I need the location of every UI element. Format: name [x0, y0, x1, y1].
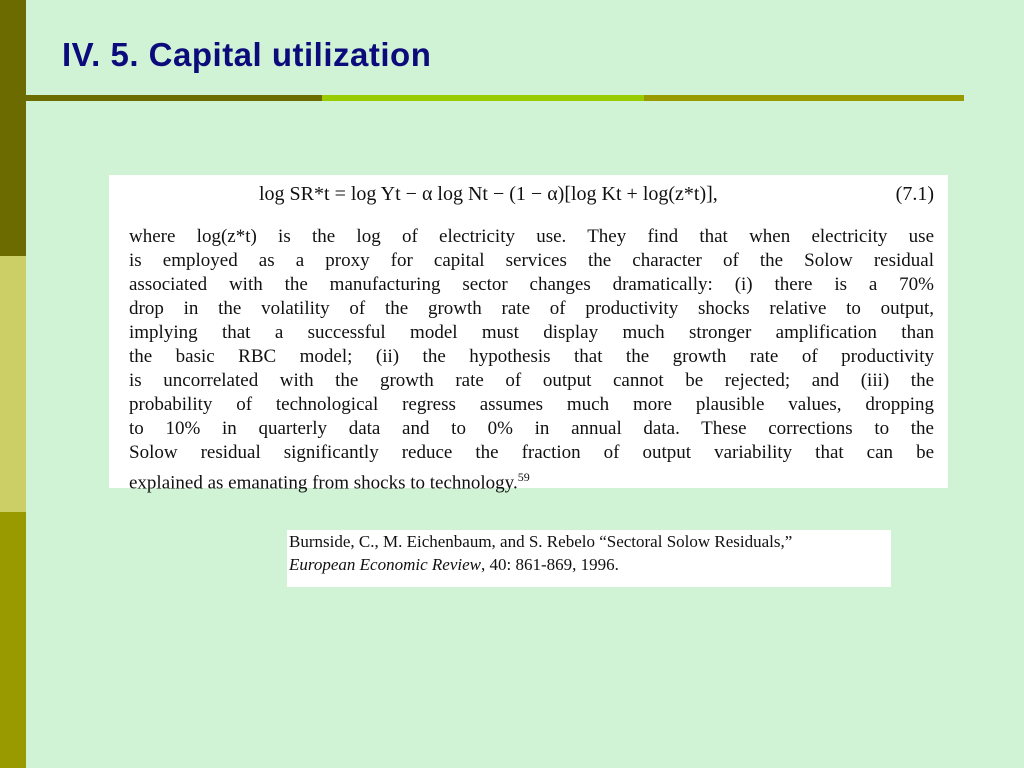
equation: log SR*t = log Yt − α log Nt − (1 − α)[log Kt + log(z*t)],: [259, 183, 718, 205]
text-line-last: [129, 465, 934, 495]
title-rule-segment: [322, 95, 644, 101]
citation-details: , 40: 861-869, 1996.: [480, 555, 619, 574]
text-line: is uncorrelated with the growth rate of output cannot be rejected; and (iii) the: [129, 370, 934, 391]
last-line-text: explained as emanating from shocks to technology.: [129, 472, 518, 494]
text-line: implying that a successful model must display much stronger amplification than: [129, 322, 934, 343]
title-rule-segment: [26, 95, 322, 101]
citation-authors: Burnside, C., M. Eichenbaum, and S. Rebelo “Sectoral Solow Residuals,”: [289, 532, 793, 551]
citation-source: [289, 553, 891, 576]
side-accent-middle: [0, 256, 26, 512]
equation-number: (7.1): [895, 183, 934, 205]
text-line: Solow residual significantly reduce the fraction of output variability that can be: [129, 442, 934, 463]
slide-title: IV. 5. Capital utilization: [62, 36, 432, 73]
citation-box: [287, 530, 891, 587]
text-line: is employed as a proxy for capital services the character of the Solow residual: [129, 250, 934, 271]
text-line: drop in the volatility of the growth rate of productivity shocks relative to output,: [129, 298, 934, 319]
footnote-marker: 59: [517, 470, 530, 484]
citation-journal: European Economic Review: [289, 555, 481, 574]
title-rule-segment: [644, 95, 964, 101]
side-accent-top: [0, 0, 26, 256]
text-line: where log(z*t) is the log of electricity use. They find that when electricity use: [129, 226, 934, 247]
side-accent-bottom: [0, 512, 26, 768]
text-line: associated with the manufacturing sector changes dramatically: (i) there is a 70%: [129, 274, 934, 295]
paper-excerpt: [109, 175, 948, 494]
excerpt-paragraph: [129, 225, 934, 495]
text-line: to 10% in quarterly data and to 0% in annual data. These corrections to the: [129, 418, 934, 439]
text-line: the basic RBC model; (ii) the hypothesis that the growth rate of productivity: [129, 346, 934, 367]
text-line: probability of technological regress assumes much more plausible values, dropping: [129, 394, 934, 415]
